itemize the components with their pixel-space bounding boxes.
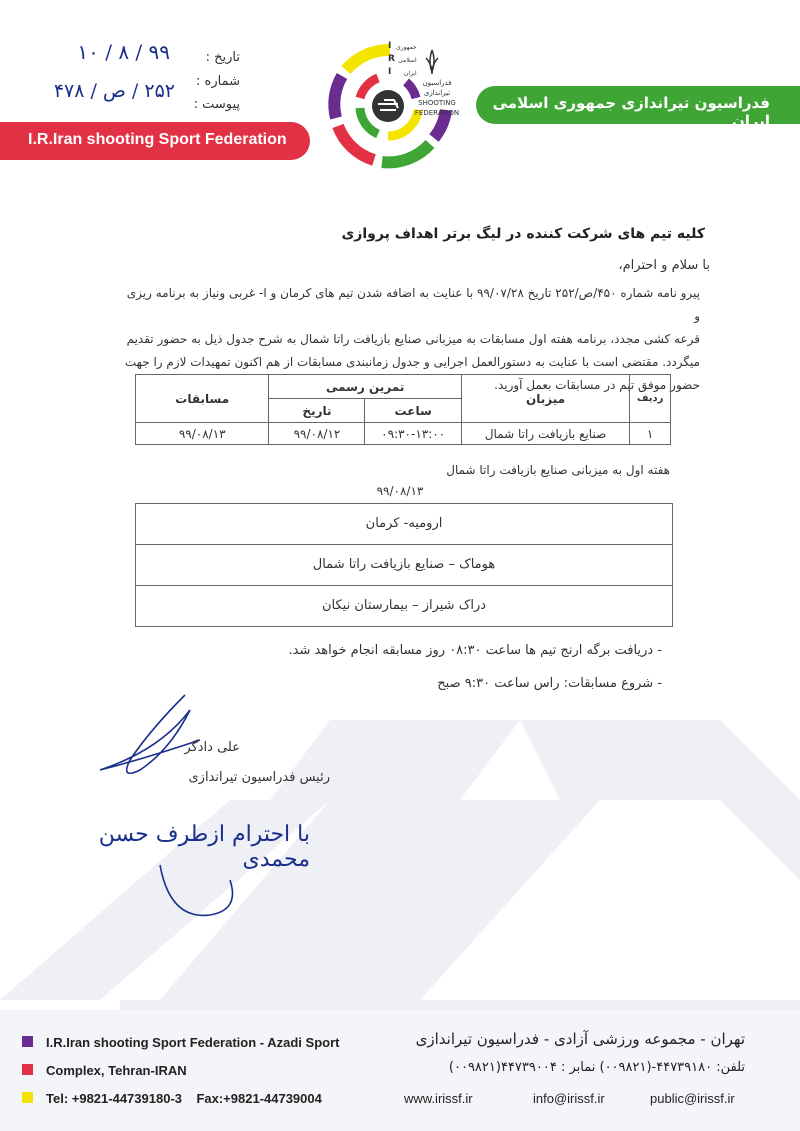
- handwritten-note: با احترام ازطرف حسن محمدی: [98, 822, 310, 872]
- logo-caption: فدراسیون تیراندازی SHOOTING FEDERATION: [414, 79, 460, 117]
- logo-letters: I R I: [388, 41, 395, 77]
- greeting: با سلام و احترام،: [618, 258, 710, 273]
- attachment-label: پیوست :: [193, 97, 240, 112]
- cell-date: ۹۹/۰۸/۱۲: [269, 423, 365, 445]
- footer-address-en-2: Complex, Tehran-IRAN: [46, 1063, 187, 1078]
- letter-paragraph: پیرو نامه شماره ۴۵۰/ص/۲۵۲ تاریخ ۹۹/۰۷/۲۸ با عنایت به اضافه شدن تیم های کرمان و ا- غربی ونیاز به برنامه ریزی و قرعه کشی مجدد، برنامه هفته اول مسابقات به میزبانی صنایع بازیافت راتا شمال به شرح جدول ذیل به حضور تقدیم میگردد. مقتضی است با عنایت به دستورالعمل اجرایی و جدول زمانبندی مسابقات از هم اکنون تمهیدات لازم را جهت حضور موفق تیم در مسابقات بعمل آورید.: [124, 286, 700, 392]
- signer-name: علی دادگر: [184, 740, 240, 755]
- schedule-table: [135, 374, 671, 445]
- cell-host: صنایع بازیافت راتا شمال: [461, 423, 629, 445]
- list-item: هوماک – صنایع بازیافت راتا شمال: [136, 545, 672, 586]
- footer-phone-en: Tel: +9821-44739180-3 Fax:+9821-44739004: [46, 1091, 322, 1106]
- table-row: [136, 423, 671, 445]
- col-time: ساعت: [365, 399, 461, 423]
- yellow-square-icon: [22, 1092, 33, 1103]
- handwritten-number: ۲۵۲ / ص / ۴۷۸: [53, 80, 175, 102]
- col-matches: مسابقات: [136, 375, 269, 423]
- list-item: ارومیه- کرمان: [136, 504, 672, 545]
- cell-row: ۱: [630, 423, 671, 445]
- week-title: هفته اول به میزبانی صنایع بازیافت راتا شمال: [446, 463, 670, 477]
- list-item: دراک شیراز – بیمارستان نیکان: [321, 598, 487, 613]
- date-label: تاریخ :: [205, 50, 240, 65]
- letter-subject: کلیه تیم های شرکت کننده در لیگ برتر اهداف پروازی: [341, 226, 705, 242]
- note-start-time: - شروع مسابقات: راس ساعت ۹:۳۰ صبح: [437, 676, 662, 691]
- logo-side-text: جمهوری اسلامی ایران: [396, 44, 417, 77]
- footer-website-link[interactable]: www.irissf.ir: [404, 1091, 473, 1106]
- cell-time: ۰۹:۳۰-۱۳:۰۰: [365, 423, 461, 445]
- col-host: میزبان: [461, 375, 629, 423]
- footer-address-en-1: I.R.Iran shooting Sport Federation - Azadi Sport: [46, 1035, 340, 1050]
- col-training: تمرین رسمی: [269, 375, 461, 399]
- footer-phone-fa: تلفن: ۴۴۷۳۹۱۸۰-(۰۰۹۸۲۱) نمابر : ۴۴۷۳۹۰۰۴(۰۰۹۸۲۱): [448, 1060, 745, 1075]
- signer-title: رئیس فدراسیون تیراندازی: [188, 770, 330, 785]
- federation-banner-en: I.R.Iran shooting Sport Federation: [0, 122, 310, 160]
- footer-email-public-link[interactable]: public@irissf.ir: [650, 1091, 735, 1106]
- matches-box: [135, 503, 673, 627]
- footer-address-fa: تهران - مجموعه ورزشی آزادی - فدراسیون تیراندازی: [415, 1030, 745, 1048]
- handwritten-flourish: [150, 860, 250, 930]
- week-date: ۹۹/۰۸/۱۳: [376, 484, 424, 498]
- col-row: ردیف: [630, 375, 671, 423]
- cell-matches: ۹۹/۰۸/۱۳: [136, 423, 269, 445]
- number-label: شماره :: [196, 74, 240, 89]
- col-date: تاریخ: [269, 399, 365, 423]
- red-square-icon: [22, 1064, 33, 1075]
- handwritten-date: ۹۹ / ۸ / ۱۰: [77, 40, 170, 64]
- note-arrangement: - دریافت برگه ارنج تیم ها ساعت ۰۸:۳۰ روز مسابقه انجام خواهد شد.: [288, 643, 662, 658]
- federation-banner-fa: فدراسیون تیراندازی جمهوری اسلامی ایران: [476, 86, 800, 124]
- footer-email-info-link[interactable]: info@irissf.ir: [533, 1091, 605, 1106]
- purple-square-icon: [22, 1036, 33, 1047]
